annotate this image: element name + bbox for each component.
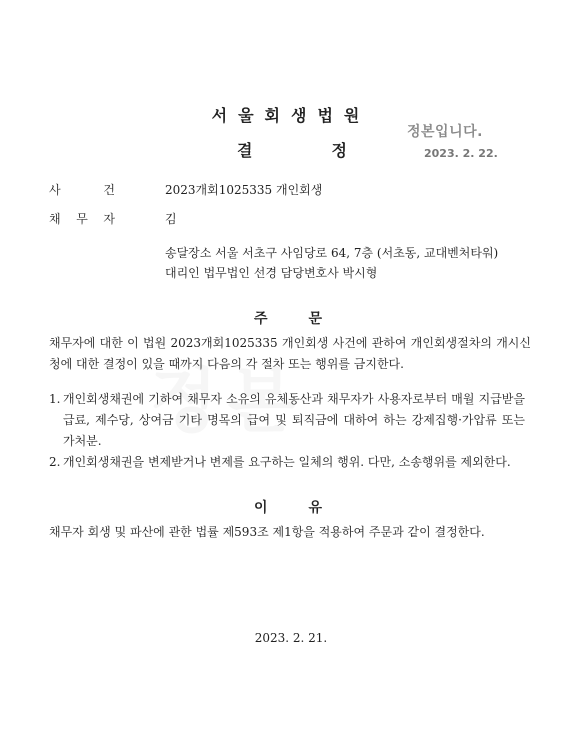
order-item [49, 389, 525, 452]
reason-heading [254, 497, 322, 517]
document-title [237, 138, 347, 161]
order-item-text: 개인회생채권에 기하여 채무자 소유의 유체동산과 채무자가 사용자로부터 매월 지급받을 급료, 제수당, 상여금 기타 명목의 급여 및 퇴직금에 대하여 하는 강제집행·가압류 또는 가처분. [63, 392, 525, 448]
label-char: 무 [76, 212, 88, 226]
order-item [49, 452, 525, 473]
order-text: 채무자에 대한 이 법원 2023개회1025335 개인회생 사건에 관하여 개인회생절차의 개시신청에 대한 결정이 있을 때까지 다음의 각 절차 또는 행위를 금지한다. [49, 336, 531, 371]
reason-text: 채무자 회생 및 파산에 관한 법률 제593조 제1항을 적용하여 주문과 같이 결정한다. [49, 525, 485, 539]
legal-agent: 대리인 법무법인 선경 담당변호사 박시형 [165, 266, 378, 280]
order-item-number: 1. [49, 392, 61, 406]
label-char: 건 [103, 183, 115, 197]
order-item-text: 개인회생채권을 변제받거나 변제를 요구하는 일체의 행위. 다만, 소송행위를 제외한다. [63, 455, 511, 469]
label-char: 사 [49, 183, 61, 197]
case-value: 2023개회1025335 개인회생 [165, 183, 323, 197]
label-char: 자 [103, 212, 115, 226]
certified-copy-date: 2023. 2. 22. [424, 147, 498, 160]
debtor-label [49, 210, 115, 227]
heading-char: 문 [308, 311, 322, 327]
title-char: 결 [237, 141, 253, 160]
court-name: 서울회생법원 [211, 106, 371, 125]
heading-char: 주 [254, 311, 268, 327]
debtor-value: 김 [165, 212, 177, 226]
service-address: 송달장소 서울 서초구 사임당로 64, 7층 (서초동, 교대벤처타워) [165, 246, 499, 260]
label-char: 채 [49, 212, 61, 226]
order-heading [254, 308, 322, 328]
heading-char: 유 [308, 500, 322, 516]
order-item-number: 2. [49, 455, 61, 469]
case-label [49, 181, 115, 198]
title-char: 정 [331, 141, 347, 160]
heading-char: 이 [254, 500, 268, 516]
certified-copy-stamp: 정본입니다. [407, 124, 483, 140]
decision-date: 2023. 2. 21. [254, 631, 328, 645]
